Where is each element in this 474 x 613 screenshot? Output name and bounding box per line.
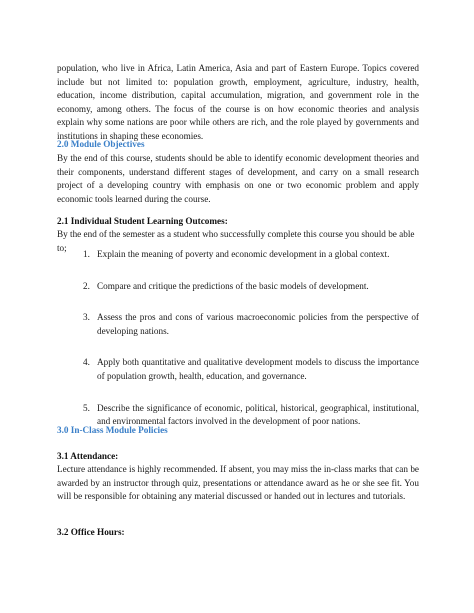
list-item-number: 5. [83,402,90,413]
learning-outcomes-list [57,248,419,447]
in-class-policies-heading: 3.0 In-Class Module Policies [57,425,168,435]
module-objectives-paragraph: By the end of this course, students should be able to identify economic development theories and their components, understand different stages of development, and carry on a small research project of a developing country with emphasis on one or two economic problem and apply economic tools learned during the course. [57,153,419,204]
list-item-text: Apply both quantitative and qualitative development models to discuss the importance of population growth, health, education, and governance. [97,357,419,381]
list-item-text: Describe the significance of economic, political, historical, geographical, institutional, and environmental factors involved in the development of poor nations. [97,402,419,427]
learning-outcomes-intro: By the end of the semester as a student who successfully complete this course you should be able to; [57,229,415,253]
list-item-number: 1. [83,249,90,259]
list-item-number: 2. [83,280,90,291]
list-item [57,311,419,338]
learning-outcomes-heading: 2.1 Individual Student Learning Outcomes: [57,216,228,226]
list-item-text: Assess the pros and cons of various macroeconomic policies from the perspective of developing nations. [97,312,419,336]
list-item [57,280,419,294]
attendance-heading: 3.1 Attendance: [57,451,119,461]
list-item [57,248,419,262]
list-item-number: 4. [83,357,90,368]
office-hours-heading: 3.2 Office Hours: [57,527,125,537]
module-objectives-heading: 2.0 Module Objectives [57,139,145,149]
list-item-number: 3. [83,312,90,323]
intro-paragraph: population, who live in Africa, Latin America, Asia and part of Eastern Europe. Topics covered include but not limited to: population growth, employment, agriculture, industry, health, education, income distribution, capital accumulation, migration, and government role in the economy, among others. The focus of the course is on how economic theories and analysis explain why some nations are poor while others are rich, and the role played by governments and institutions in shaping these economies. [57,63,419,141]
list-item-text: Explain the meaning of poverty and economic development in a global context. [97,249,390,259]
list-item-text: Compare and critique the predictions of the basic models of development. [97,280,369,291]
list-item [57,356,419,383]
attendance-paragraph: Lecture attendance is highly recommended. If absent, you may miss the in-class marks that can be awarded by an instructor through quiz, presentations or attendance award as he or she see fit. You will be responsible for obtaining any material discussed or handed out in lectures and tutorials. [57,464,419,502]
